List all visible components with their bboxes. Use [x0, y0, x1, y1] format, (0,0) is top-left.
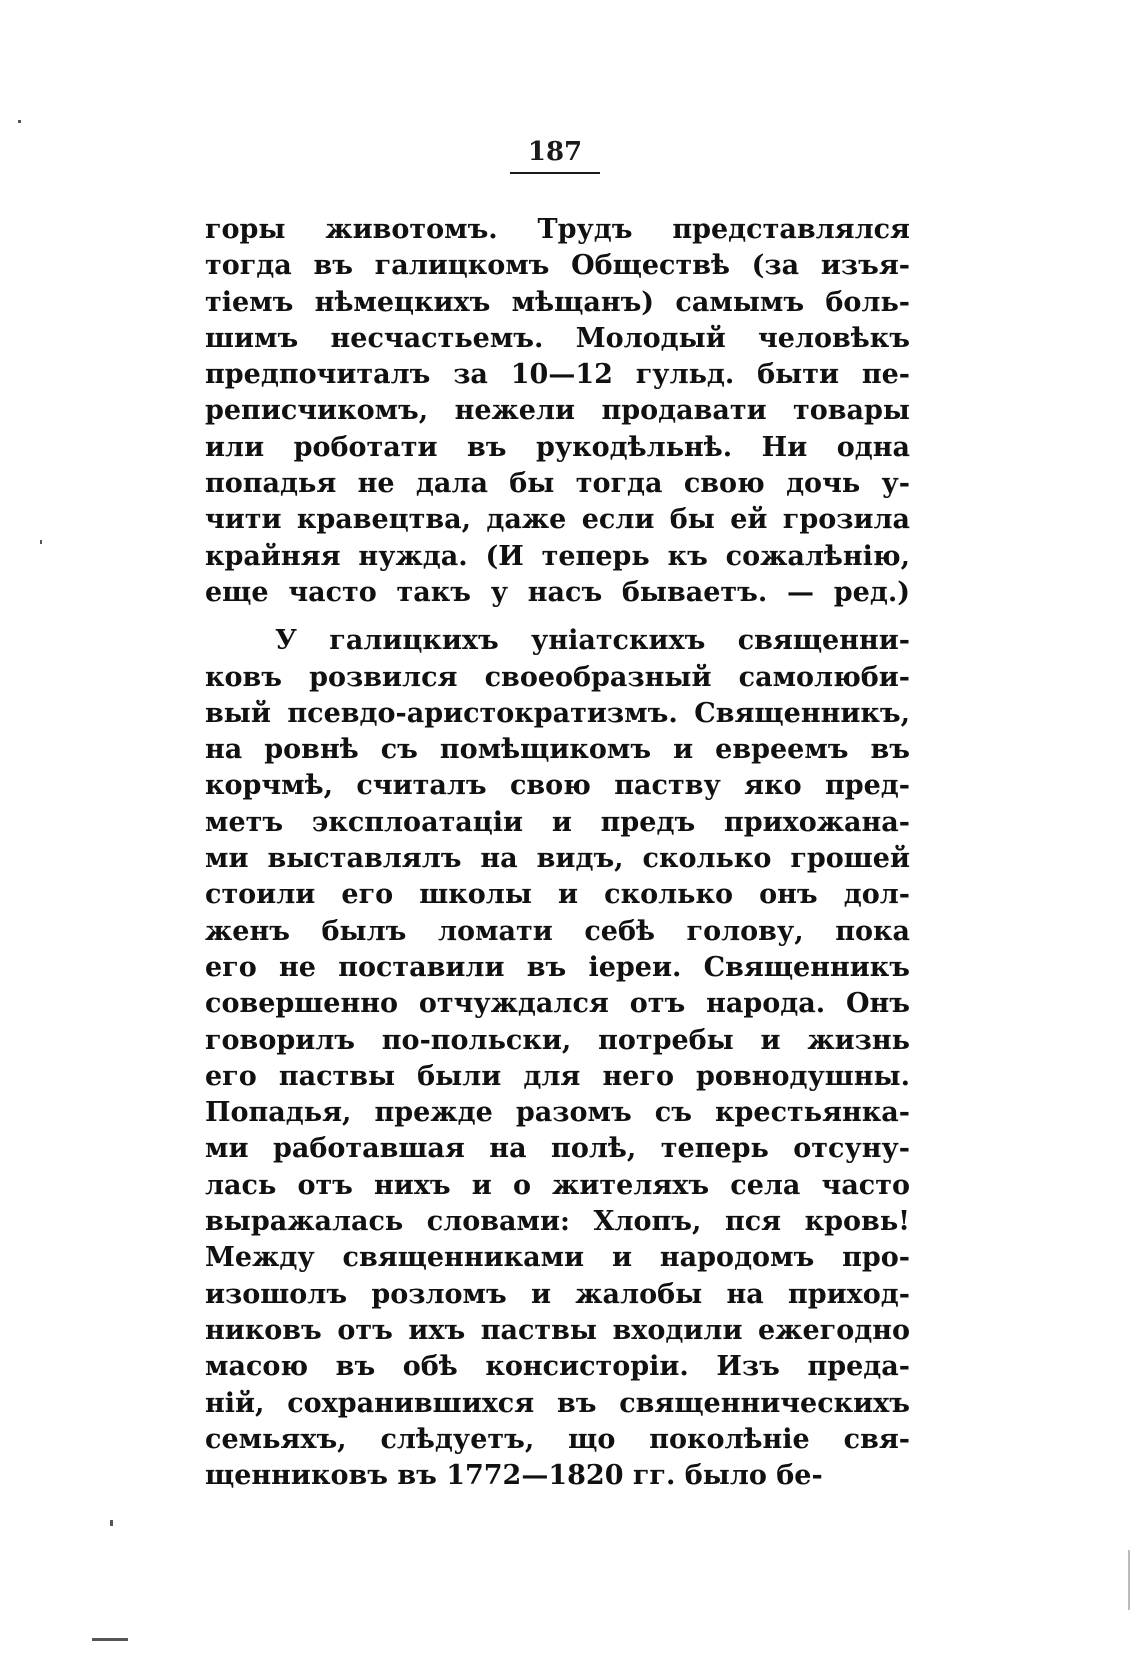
text-line: говорилъ по-польски, потребы и жизнь — [205, 1024, 910, 1056]
text-line: еще часто такъ у насъ бываетъ. — ред.) — [205, 576, 910, 608]
text-line: ми работавшая на полѣ, теперь отсуну- — [205, 1133, 910, 1165]
text-line: ми выставлялъ на видъ, сколько грошей — [205, 843, 910, 875]
scan-speck — [40, 540, 42, 544]
paragraph-gap — [205, 611, 910, 623]
text-line: масою въ обѣ консисторіи. Изъ преда- — [205, 1351, 910, 1383]
scan-speck — [18, 120, 21, 123]
scan-speck — [1128, 1550, 1130, 1610]
text-line: ковъ розвился своеобразный самолюби- — [205, 661, 910, 693]
text-line: метъ эксплоатаціи и предъ прихожана- — [205, 806, 910, 838]
text-line: выражалась словами: Хлопъ, пся кровь! — [205, 1206, 910, 1238]
text-line: лась отъ нихъ и о жителяхъ села часто — [205, 1169, 910, 1201]
text-line: или роботати въ рукодѣльнѣ. Ни одна — [205, 431, 910, 463]
body-text — [205, 212, 910, 1494]
text-line: тіемъ нѣмецкихъ мѣщанъ) самымъ боль- — [205, 286, 910, 318]
text-line: женъ былъ ломати себѣ голову, пока — [205, 915, 910, 947]
scan-speck — [92, 1638, 128, 1641]
page-number: 187 — [527, 137, 583, 167]
text-line: Попадья, прежде разомъ съ крестьянка- — [205, 1097, 910, 1129]
text-line: семьяхъ, слѣдуетъ, що поколѣніе свя- — [205, 1423, 910, 1455]
text-line: крайняя нужда. (И теперь къ сожалѣнію, — [205, 540, 910, 572]
paragraph-1 — [205, 212, 910, 611]
text-line: корчмѣ, считалъ свою паству яко пред- — [205, 770, 910, 802]
text-line: щенниковъ въ 1772—1820 гг. было бе- — [205, 1460, 823, 1492]
text-line: Между священниками и народомъ про- — [205, 1242, 910, 1274]
text-line: совершенно отчуждался отъ народа. Онъ — [205, 988, 910, 1020]
text-line: его не поставили въ іереи. Священникъ — [205, 951, 910, 983]
text-line: чити кравецтва, даже если бы ей грозила — [205, 504, 910, 536]
text-line: никовъ отъ ихъ паствы входили ежегодно — [205, 1314, 910, 1346]
text-line: реписчикомъ, нежели продавати товары — [205, 395, 910, 427]
text-line: шимъ несчастьемъ. Молодый человѣкъ — [205, 322, 910, 354]
text-line: горы животомъ. Трудъ представлялся — [205, 214, 910, 245]
text-line: его паствы были для него ровнодушны. — [205, 1060, 910, 1092]
text-line: стоили его школы и сколько онъ дол- — [205, 879, 910, 911]
text-line: ній, сохранившихся въ священническихъ — [205, 1387, 910, 1419]
text-line: изошолъ розломъ и жалобы на приход- — [205, 1278, 910, 1310]
scan-speck — [110, 1520, 113, 1526]
page-number-underline — [510, 172, 600, 174]
paragraph-2 — [205, 623, 910, 1494]
text-line: предпочиталъ за 10—12 гульд. быти пе- — [205, 359, 910, 391]
text-line: попадья не дала бы тогда свою дочь у- — [205, 468, 910, 500]
text-line: вый псевдо-аристократизмъ. Священникъ, — [205, 697, 910, 729]
text-line: тогда въ галицкомъ Обществѣ (за изъя- — [205, 250, 910, 282]
text-line: У галицкихъ уніатскихъ священни- — [275, 625, 910, 657]
text-line: на ровнѣ съ помѣщикомъ и евреемъ въ — [205, 734, 910, 766]
